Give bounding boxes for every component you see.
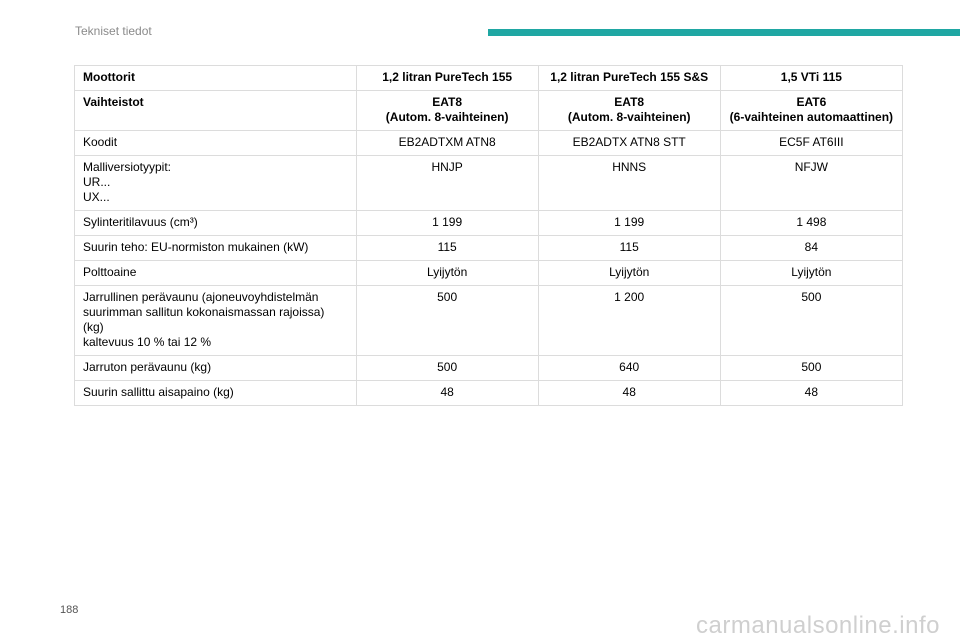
value-cell: 115	[356, 236, 538, 261]
value-cell: HNNS	[538, 156, 720, 211]
value-cell: 84	[720, 236, 902, 261]
row-label-cell: Jarruton perävaunu (kg)	[75, 356, 357, 381]
value-cell: Lyijytön	[356, 261, 538, 286]
table-row	[75, 381, 903, 406]
table-row	[75, 261, 903, 286]
row-label-cell: Polttoaine	[75, 261, 357, 286]
page-header-title: Tekniset tiedot	[75, 24, 152, 38]
row-label-cell: Vaihteistot	[75, 91, 357, 131]
value-cell: EC5F AT6III	[720, 131, 902, 156]
value-cell: 1 200	[538, 286, 720, 356]
row-label-cell: Suurin sallittu aisapaino (kg)	[75, 381, 357, 406]
column-header: 1,2 litran PureTech 155 S&S	[538, 66, 720, 91]
value-cell: 48	[720, 381, 902, 406]
header-accent-bar	[488, 29, 960, 36]
value-cell: EAT6 (6-vaihteinen automaattinen)	[720, 91, 902, 131]
table-row	[75, 156, 903, 211]
value-cell: 115	[538, 236, 720, 261]
table-row	[75, 131, 903, 156]
row-label-cell: Suurin teho: EU-normiston mukainen (kW)	[75, 236, 357, 261]
value-cell: 1 199	[356, 211, 538, 236]
table-row	[75, 91, 903, 131]
value-cell: EB2ADTXM ATN8	[356, 131, 538, 156]
value-cell: 48	[356, 381, 538, 406]
value-cell: 500	[356, 286, 538, 356]
value-cell: 500	[720, 356, 902, 381]
row-label-cell: Koodit	[75, 131, 357, 156]
table-row	[75, 356, 903, 381]
row-label-cell: Malliversiotyypit: UR... UX...	[75, 156, 357, 211]
table-header-row	[75, 66, 903, 91]
value-cell: 500	[356, 356, 538, 381]
page-number: 188	[60, 604, 79, 616]
table-row	[75, 211, 903, 236]
value-cell: NFJW	[720, 156, 902, 211]
value-cell: HNJP	[356, 156, 538, 211]
row-label-cell: Sylinteritilavuus (cm³)	[75, 211, 357, 236]
column-header: 1,2 litran PureTech 155	[356, 66, 538, 91]
value-cell: 1 498	[720, 211, 902, 236]
value-cell: EB2ADTX ATN8 STT	[538, 131, 720, 156]
value-cell: EAT8 (Autom. 8-vaihteinen)	[538, 91, 720, 131]
column-header: Moottorit	[75, 66, 357, 91]
value-cell: 1 199	[538, 211, 720, 236]
value-cell: 640	[538, 356, 720, 381]
specifications-table	[74, 65, 903, 406]
table-row	[75, 236, 903, 261]
row-label-cell: Jarrullinen perävaunu (ajoneuvoyhdistelmän suurimman sallitun kokonaismassan rajoissa) (kg) kaltevuus 10 % tai 12 %	[75, 286, 357, 356]
value-cell: Lyijytön	[538, 261, 720, 286]
value-cell: EAT8 (Autom. 8-vaihteinen)	[356, 91, 538, 131]
watermark: carmanualsonline.info	[696, 612, 940, 639]
value-cell: 48	[538, 381, 720, 406]
value-cell: Lyijytön	[720, 261, 902, 286]
column-header: 1,5 VTi 115	[720, 66, 902, 91]
table-row	[75, 286, 903, 356]
value-cell: 500	[720, 286, 902, 356]
